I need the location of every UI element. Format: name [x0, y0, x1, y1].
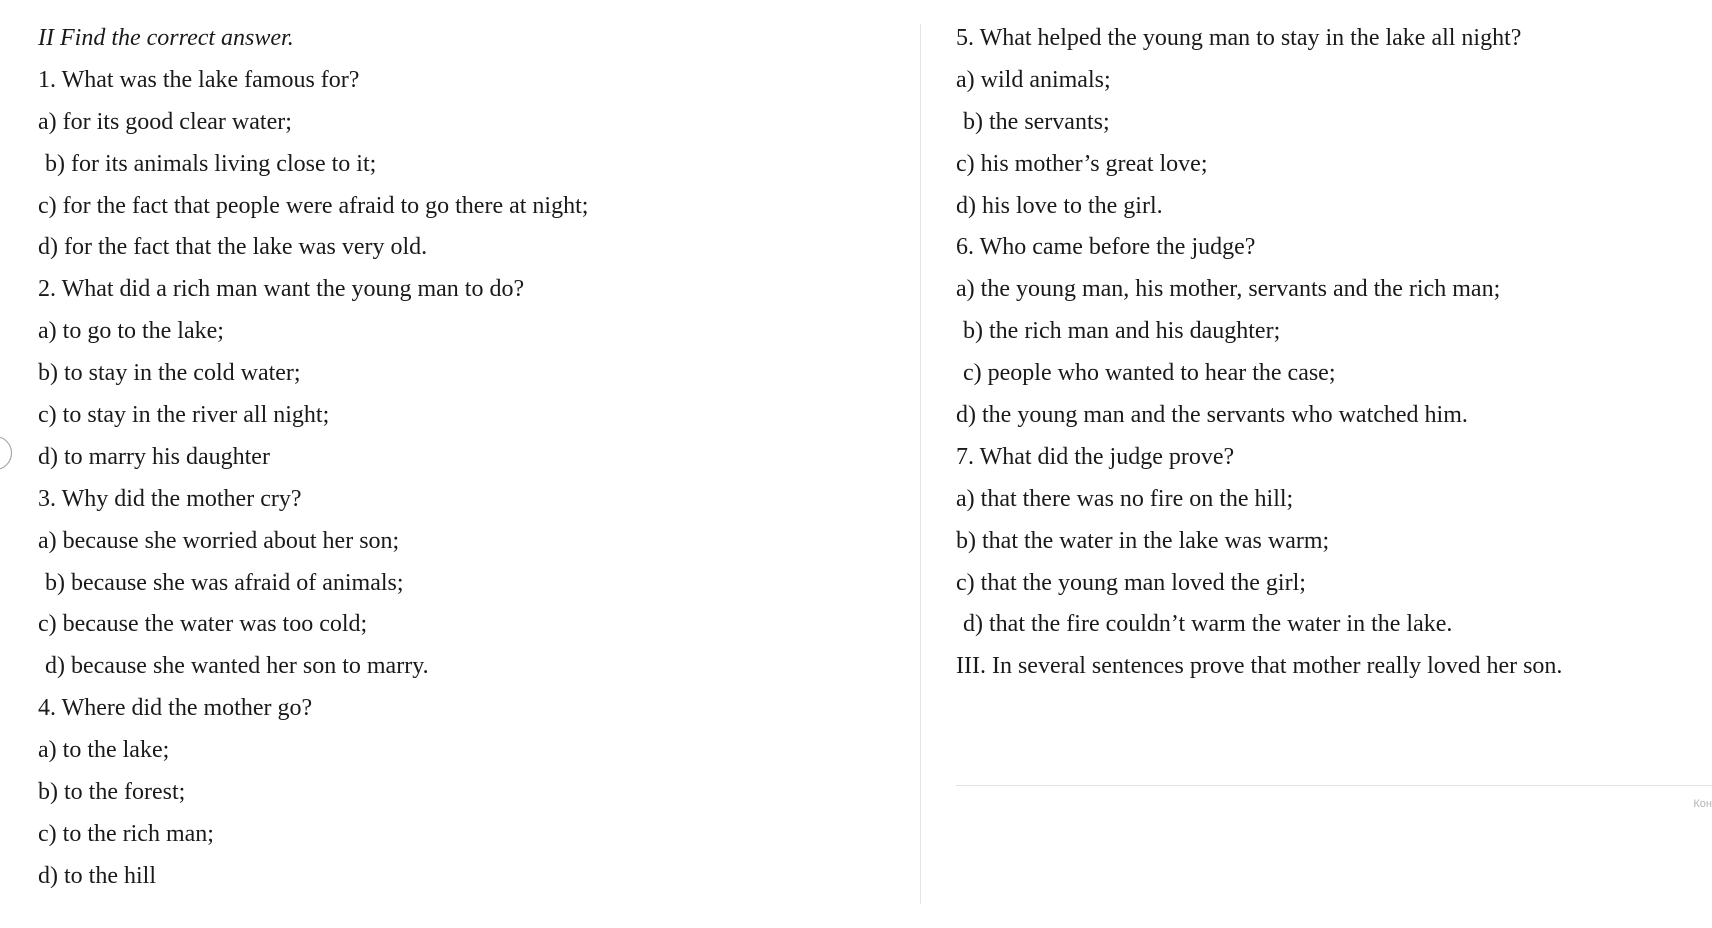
answer-option: c) people who wanted to hear the case;	[963, 360, 1336, 387]
answer-option: a) wild animals;	[956, 66, 1111, 93]
answer-option: c) to stay in the river all night;	[38, 402, 330, 429]
answer-option: d) because she wanted her son to marry.	[45, 653, 429, 680]
answer-option: c) his mother’s great love;	[956, 150, 1208, 177]
answer-option: d) the young man and the servants who watched him.	[956, 402, 1468, 429]
answer-option: b) to the forest;	[38, 779, 186, 806]
answer-option: c) that the young man loved the girl;	[956, 569, 1306, 596]
answer-option: a) that there was no fire on the hill;	[956, 485, 1294, 512]
answer-line	[956, 785, 1712, 786]
right-column	[956, 18, 1696, 688]
answer-option: a) for its good clear water;	[38, 108, 292, 135]
answer-option: a) to the lake;	[38, 737, 170, 764]
answer-option: a) the young man, his mother, servants and the rich man;	[956, 276, 1501, 303]
question-text: 6. Who came before the judge?	[956, 234, 1256, 261]
question-text: 2. What did a rich man want the young man to do?	[38, 276, 525, 303]
answer-option: c) to the rich man;	[38, 820, 214, 847]
answer-option: d) that the fire couldn’t warm the water in the lake.	[963, 611, 1453, 638]
question-text: 4. Where did the mother go?	[38, 695, 313, 722]
column-divider	[920, 24, 921, 904]
answer-option: c) because the water was too cold;	[38, 611, 368, 638]
answer-option: b) because she was afraid of animals;	[45, 569, 404, 596]
left-column	[38, 18, 908, 898]
question-text: 7. What did the judge prove?	[956, 443, 1235, 470]
answer-option: c) for the fact that people were afraid to go there at night;	[38, 192, 589, 219]
answer-option: a) because she worried about her son;	[38, 527, 400, 554]
answer-option: d) to marry his daughter	[38, 443, 270, 470]
corner-label: Кон	[1693, 798, 1712, 810]
answer-option: b) that the water in the lake was warm;	[956, 527, 1330, 554]
answer-option: d) to the hill	[38, 862, 156, 889]
question-text: 5. What helped the young man to stay in the lake all night?	[956, 25, 1522, 51]
margin-circle-marker	[0, 436, 12, 470]
answer-option: a) to go to the lake;	[38, 318, 224, 345]
section-heading: II Find the correct answer.	[38, 25, 294, 51]
answer-option: b) the rich man and his daughter;	[963, 318, 1281, 345]
answer-option: b) to stay in the cold water;	[38, 360, 301, 387]
question-text: 1. What was the lake famous for?	[38, 66, 360, 93]
question-text: 3. Why did the mother cry?	[38, 485, 302, 512]
section-heading: III. In several sentences prove that mother really loved her son.	[956, 653, 1563, 680]
answer-option: b) for its animals living close to it;	[45, 150, 377, 177]
answer-option: b) the servants;	[963, 108, 1110, 135]
answer-option: d) for the fact that the lake was very old.	[38, 234, 428, 261]
answer-option: d) his love to the girl.	[956, 192, 1163, 219]
